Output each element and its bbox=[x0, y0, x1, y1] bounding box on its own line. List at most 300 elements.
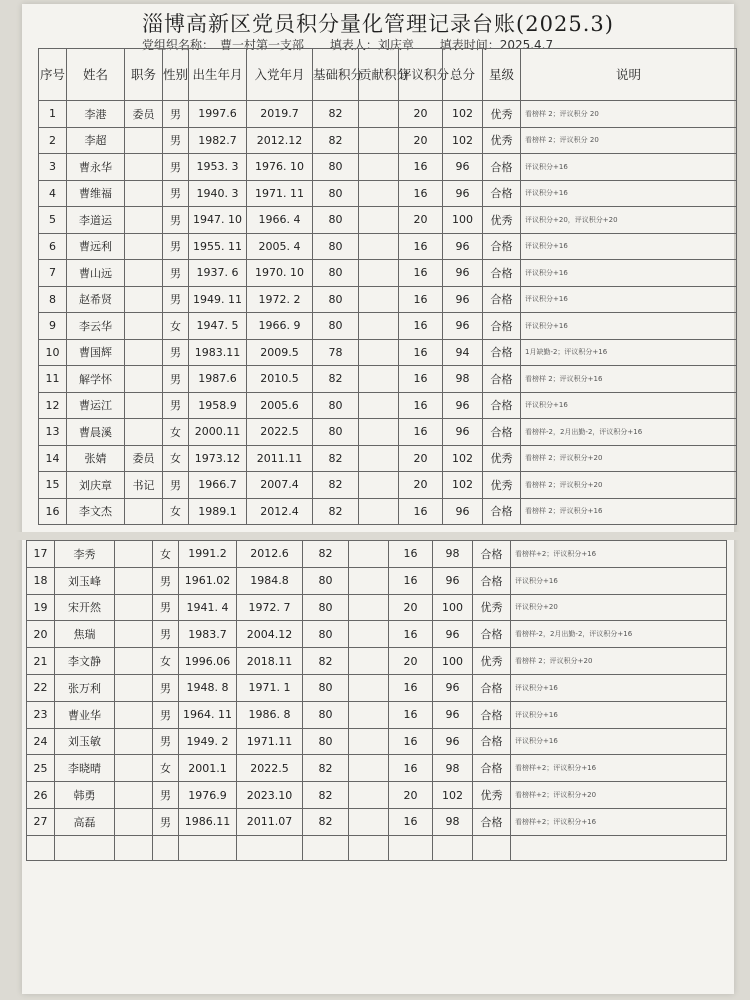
cell-name: 李云华 bbox=[67, 313, 125, 340]
cell-join: 2022.5 bbox=[237, 755, 303, 782]
table-row bbox=[39, 101, 737, 128]
blank-cell bbox=[237, 835, 303, 860]
cell-birth: 1983.7 bbox=[179, 621, 237, 648]
cell-join: 1971. 1 bbox=[237, 674, 303, 701]
cell-base: 80 bbox=[313, 207, 359, 234]
cell-total: 98 bbox=[433, 808, 473, 835]
table-row bbox=[39, 472, 737, 499]
cell-review: 16 bbox=[399, 154, 443, 181]
cell-no: 2 bbox=[39, 127, 67, 154]
cell-star: 优秀 bbox=[483, 445, 521, 472]
cell-name: 高磊 bbox=[55, 808, 115, 835]
cell-note: 评议积分+16 bbox=[521, 154, 737, 181]
cell-no: 19 bbox=[27, 594, 55, 621]
cell-total: 98 bbox=[433, 755, 473, 782]
ledger-table-top bbox=[38, 48, 737, 525]
table-row bbox=[27, 674, 727, 701]
cell-contrib bbox=[349, 728, 389, 755]
cell-role bbox=[125, 498, 163, 525]
cell-review: 16 bbox=[399, 260, 443, 287]
cell-star: 合格 bbox=[483, 392, 521, 419]
cell-total: 96 bbox=[443, 180, 483, 207]
cell-star: 合格 bbox=[473, 541, 511, 568]
header-join: 入党年月 bbox=[247, 49, 313, 101]
cell-review: 16 bbox=[389, 567, 433, 594]
cell-total: 96 bbox=[433, 621, 473, 648]
cell-no: 9 bbox=[39, 313, 67, 340]
cell-name: 刘玉敏 bbox=[55, 728, 115, 755]
cell-join: 1970. 10 bbox=[247, 260, 313, 287]
cell-no: 23 bbox=[27, 701, 55, 728]
cell-sex: 男 bbox=[163, 101, 189, 128]
cell-role bbox=[125, 180, 163, 207]
cell-birth: 1966.7 bbox=[189, 472, 247, 499]
cell-role bbox=[115, 782, 153, 809]
cell-total: 102 bbox=[443, 472, 483, 499]
cell-contrib bbox=[359, 339, 399, 366]
cell-role bbox=[125, 313, 163, 340]
cell-review: 16 bbox=[389, 728, 433, 755]
cell-sex: 男 bbox=[163, 233, 189, 260]
cell-birth: 1937. 6 bbox=[189, 260, 247, 287]
table-row bbox=[27, 648, 727, 675]
cell-star: 合格 bbox=[483, 154, 521, 181]
cell-join: 1986. 8 bbox=[237, 701, 303, 728]
cell-base: 78 bbox=[313, 339, 359, 366]
cell-star: 合格 bbox=[473, 728, 511, 755]
cell-star: 优秀 bbox=[483, 472, 521, 499]
cell-join: 1966. 9 bbox=[247, 313, 313, 340]
cell-no: 20 bbox=[27, 621, 55, 648]
cell-base: 80 bbox=[313, 419, 359, 446]
cell-note: 评议积分+16 bbox=[521, 233, 737, 260]
cell-note: 看榜样 2；评议积分+20 bbox=[521, 472, 737, 499]
table-row bbox=[39, 419, 737, 446]
cell-base: 80 bbox=[303, 594, 349, 621]
cell-review: 16 bbox=[389, 701, 433, 728]
cell-total: 96 bbox=[443, 498, 483, 525]
cell-review: 16 bbox=[399, 392, 443, 419]
cell-sex: 男 bbox=[163, 260, 189, 287]
cell-name: 赵希贤 bbox=[67, 286, 125, 313]
cell-total: 100 bbox=[443, 207, 483, 234]
cell-name: 张万利 bbox=[55, 674, 115, 701]
blank-cell bbox=[349, 835, 389, 860]
cell-no: 22 bbox=[27, 674, 55, 701]
cell-contrib bbox=[349, 541, 389, 568]
cell-base: 82 bbox=[313, 445, 359, 472]
cell-contrib bbox=[359, 286, 399, 313]
cell-role bbox=[115, 701, 153, 728]
cell-contrib bbox=[359, 207, 399, 234]
cell-star: 合格 bbox=[483, 260, 521, 287]
cell-star: 优秀 bbox=[483, 127, 521, 154]
cell-total: 96 bbox=[443, 154, 483, 181]
header-birth: 出生年月 bbox=[189, 49, 247, 101]
cell-total: 96 bbox=[443, 419, 483, 446]
blank-cell bbox=[27, 835, 55, 860]
table-row bbox=[39, 286, 737, 313]
blank-cell bbox=[433, 835, 473, 860]
cell-review: 20 bbox=[399, 472, 443, 499]
table-row bbox=[27, 808, 727, 835]
cell-star: 合格 bbox=[473, 755, 511, 782]
cell-no: 1 bbox=[39, 101, 67, 128]
cell-note: 看榜样 2；评议积分+20 bbox=[521, 445, 737, 472]
cell-note: 1月缺勤-2；评议积分+16 bbox=[521, 339, 737, 366]
cell-sex: 男 bbox=[153, 782, 179, 809]
cell-base: 80 bbox=[313, 260, 359, 287]
cell-star: 合格 bbox=[473, 701, 511, 728]
cell-join: 2007.4 bbox=[247, 472, 313, 499]
cell-total: 102 bbox=[433, 782, 473, 809]
cell-name: 解学怀 bbox=[67, 366, 125, 393]
cell-note: 评议积分+16 bbox=[521, 392, 737, 419]
cell-contrib bbox=[349, 755, 389, 782]
cell-birth: 1953. 3 bbox=[189, 154, 247, 181]
cell-name: 曹业华 bbox=[55, 701, 115, 728]
cell-note: 看榜样 2；评议积分+16 bbox=[521, 366, 737, 393]
cell-note: 看榜样 2；评议积分+20 bbox=[511, 648, 727, 675]
table-body-bottom bbox=[27, 541, 727, 861]
cell-base: 82 bbox=[313, 498, 359, 525]
cell-birth: 1976.9 bbox=[179, 782, 237, 809]
cell-sex: 女 bbox=[153, 541, 179, 568]
cell-total: 96 bbox=[433, 701, 473, 728]
cell-base: 80 bbox=[303, 567, 349, 594]
cell-role bbox=[115, 755, 153, 782]
blank-cell bbox=[179, 835, 237, 860]
cell-sex: 女 bbox=[153, 648, 179, 675]
table-row bbox=[39, 445, 737, 472]
cell-birth: 1986.11 bbox=[179, 808, 237, 835]
table-row bbox=[27, 701, 727, 728]
cell-no: 26 bbox=[27, 782, 55, 809]
cell-contrib bbox=[349, 701, 389, 728]
cell-name: 焦瑞 bbox=[55, 621, 115, 648]
header-star: 星级 bbox=[483, 49, 521, 101]
cell-base: 80 bbox=[303, 674, 349, 701]
cell-sex: 男 bbox=[153, 674, 179, 701]
cell-role: 委员 bbox=[125, 445, 163, 472]
cell-birth: 1973.12 bbox=[189, 445, 247, 472]
cell-review: 16 bbox=[389, 541, 433, 568]
header-no: 序号 bbox=[39, 49, 67, 101]
cell-base: 80 bbox=[313, 313, 359, 340]
cell-note: 评议积分+16 bbox=[511, 701, 727, 728]
cell-role: 委员 bbox=[125, 101, 163, 128]
cell-star: 合格 bbox=[483, 419, 521, 446]
cell-total: 96 bbox=[433, 674, 473, 701]
cell-star: 优秀 bbox=[473, 648, 511, 675]
cell-birth: 1982.7 bbox=[189, 127, 247, 154]
ledger-table-bottom bbox=[26, 540, 727, 861]
cell-note: 看榜样-2，2月出勤-2，评议积分+16 bbox=[511, 621, 727, 648]
cell-name: 韩勇 bbox=[55, 782, 115, 809]
cell-sex: 女 bbox=[163, 419, 189, 446]
cell-review: 16 bbox=[399, 286, 443, 313]
cell-total: 96 bbox=[443, 313, 483, 340]
cell-note: 看榜样+2；评议积分+20 bbox=[511, 782, 727, 809]
cell-total: 96 bbox=[443, 286, 483, 313]
cell-join: 1976. 10 bbox=[247, 154, 313, 181]
cell-role bbox=[115, 728, 153, 755]
cell-name: 刘玉峰 bbox=[55, 567, 115, 594]
table-row bbox=[39, 127, 737, 154]
cell-base: 82 bbox=[303, 808, 349, 835]
cell-join: 2004.12 bbox=[237, 621, 303, 648]
cell-contrib bbox=[359, 472, 399, 499]
cell-review: 16 bbox=[399, 419, 443, 446]
cell-sex: 男 bbox=[163, 127, 189, 154]
blank-cell bbox=[55, 835, 115, 860]
cell-base: 82 bbox=[303, 648, 349, 675]
cell-no: 10 bbox=[39, 339, 67, 366]
cell-role bbox=[115, 594, 153, 621]
cell-name: 李晓晴 bbox=[55, 755, 115, 782]
cell-sex: 男 bbox=[153, 728, 179, 755]
cell-note: 评议积分+16 bbox=[511, 728, 727, 755]
cell-join: 2019.7 bbox=[247, 101, 313, 128]
table-row bbox=[39, 339, 737, 366]
cell-name: 曹晨溪 bbox=[67, 419, 125, 446]
table-row bbox=[27, 728, 727, 755]
table-row bbox=[27, 782, 727, 809]
cell-birth: 1949. 2 bbox=[179, 728, 237, 755]
cell-birth: 1958.9 bbox=[189, 392, 247, 419]
cell-review: 16 bbox=[399, 339, 443, 366]
cell-base: 80 bbox=[303, 701, 349, 728]
cell-join: 2012.6 bbox=[237, 541, 303, 568]
cell-name: 曹国辉 bbox=[67, 339, 125, 366]
cell-no: 4 bbox=[39, 180, 67, 207]
cell-base: 80 bbox=[303, 728, 349, 755]
cell-join: 1971. 11 bbox=[247, 180, 313, 207]
cell-note: 评议积分+20 bbox=[511, 594, 727, 621]
cell-contrib bbox=[359, 445, 399, 472]
cell-name: 李港 bbox=[67, 101, 125, 128]
cell-name: 李秀 bbox=[55, 541, 115, 568]
cell-no: 27 bbox=[27, 808, 55, 835]
cell-total: 96 bbox=[443, 233, 483, 260]
blank-cell bbox=[389, 835, 433, 860]
cell-review: 20 bbox=[399, 445, 443, 472]
cell-join: 1972. 2 bbox=[247, 286, 313, 313]
cell-note: 看榜样+2；评议积分+16 bbox=[511, 808, 727, 835]
cell-join: 1972. 7 bbox=[237, 594, 303, 621]
cell-note: 评议积分+16 bbox=[511, 674, 727, 701]
cell-sex: 女 bbox=[153, 755, 179, 782]
cell-review: 16 bbox=[399, 233, 443, 260]
cell-total: 102 bbox=[443, 445, 483, 472]
cell-birth: 1955. 11 bbox=[189, 233, 247, 260]
cell-birth: 1961.02 bbox=[179, 567, 237, 594]
cell-no: 3 bbox=[39, 154, 67, 181]
cell-contrib bbox=[359, 392, 399, 419]
cell-role bbox=[125, 392, 163, 419]
cell-sex: 男 bbox=[163, 392, 189, 419]
cell-base: 82 bbox=[313, 127, 359, 154]
header-total: 总分 bbox=[443, 49, 483, 101]
cell-join: 1966. 4 bbox=[247, 207, 313, 234]
cell-no: 25 bbox=[27, 755, 55, 782]
cell-base: 80 bbox=[313, 392, 359, 419]
header-base: 基础积分 bbox=[313, 49, 359, 101]
cell-birth: 1987.6 bbox=[189, 366, 247, 393]
cell-contrib bbox=[349, 594, 389, 621]
cell-name: 曹山远 bbox=[67, 260, 125, 287]
cell-star: 合格 bbox=[483, 366, 521, 393]
cell-join: 2012.4 bbox=[247, 498, 313, 525]
cell-join: 2005.6 bbox=[247, 392, 313, 419]
cell-birth: 1996.06 bbox=[179, 648, 237, 675]
table-row bbox=[39, 392, 737, 419]
table-row bbox=[39, 180, 737, 207]
cell-sex: 女 bbox=[163, 313, 189, 340]
blank-cell bbox=[511, 835, 727, 860]
cell-birth: 2000.11 bbox=[189, 419, 247, 446]
cell-note: 评议积分+16 bbox=[521, 313, 737, 340]
cell-contrib bbox=[359, 101, 399, 128]
cell-birth: 1948. 8 bbox=[179, 674, 237, 701]
cell-total: 102 bbox=[443, 127, 483, 154]
cell-star: 合格 bbox=[483, 313, 521, 340]
cell-base: 82 bbox=[313, 366, 359, 393]
cell-birth: 1940. 3 bbox=[189, 180, 247, 207]
table-row bbox=[39, 260, 737, 287]
cell-base: 82 bbox=[303, 782, 349, 809]
cell-star: 优秀 bbox=[473, 782, 511, 809]
table-row bbox=[27, 594, 727, 621]
table-row bbox=[27, 541, 727, 568]
cell-name: 曹运江 bbox=[67, 392, 125, 419]
cell-total: 100 bbox=[433, 648, 473, 675]
table-body-top bbox=[39, 101, 737, 525]
page-gap bbox=[0, 532, 750, 540]
cell-review: 16 bbox=[399, 366, 443, 393]
cell-review: 16 bbox=[389, 674, 433, 701]
table-row bbox=[39, 366, 737, 393]
cell-no: 7 bbox=[39, 260, 67, 287]
cell-sex: 男 bbox=[163, 472, 189, 499]
cell-review: 20 bbox=[399, 127, 443, 154]
cell-review: 20 bbox=[399, 101, 443, 128]
table-row bbox=[27, 621, 727, 648]
cell-base: 82 bbox=[303, 755, 349, 782]
cell-role bbox=[125, 207, 163, 234]
cell-birth: 1941. 4 bbox=[179, 594, 237, 621]
cell-role bbox=[125, 260, 163, 287]
header-contrib: 贡献积分 bbox=[359, 49, 399, 101]
cell-total: 94 bbox=[443, 339, 483, 366]
cell-sex: 男 bbox=[163, 286, 189, 313]
cell-review: 16 bbox=[399, 180, 443, 207]
cell-base: 80 bbox=[313, 233, 359, 260]
cell-note: 看榜样 2；评议积分 20 bbox=[521, 127, 737, 154]
cell-role bbox=[115, 621, 153, 648]
cell-sex: 男 bbox=[163, 366, 189, 393]
cell-name: 刘庆章 bbox=[67, 472, 125, 499]
cell-no: 8 bbox=[39, 286, 67, 313]
cell-join: 2005. 4 bbox=[247, 233, 313, 260]
cell-note: 看榜样 2；评议积分 20 bbox=[521, 101, 737, 128]
cell-star: 优秀 bbox=[483, 207, 521, 234]
cell-base: 80 bbox=[313, 286, 359, 313]
cell-name: 李道运 bbox=[67, 207, 125, 234]
cell-sex: 男 bbox=[163, 339, 189, 366]
header-role: 职务 bbox=[125, 49, 163, 101]
cell-contrib bbox=[359, 419, 399, 446]
cell-contrib bbox=[359, 233, 399, 260]
cell-contrib bbox=[359, 260, 399, 287]
cell-birth: 1991.2 bbox=[179, 541, 237, 568]
cell-sex: 男 bbox=[153, 567, 179, 594]
cell-note: 看榜样 2；评议积分+16 bbox=[521, 498, 737, 525]
cell-sex: 男 bbox=[153, 594, 179, 621]
cell-note: 评议积分+20，评议积分+20 bbox=[521, 207, 737, 234]
cell-note: 评议积分+16 bbox=[511, 567, 727, 594]
cell-role bbox=[125, 286, 163, 313]
fill-date: 填表时间：2025.4.7 bbox=[439, 38, 554, 52]
cell-role bbox=[125, 233, 163, 260]
cell-review: 20 bbox=[389, 782, 433, 809]
cell-birth: 1949. 11 bbox=[189, 286, 247, 313]
cell-note: 看榜样-2，2月出勤-2，评议积分+16 bbox=[521, 419, 737, 446]
cell-review: 16 bbox=[389, 755, 433, 782]
cell-no: 11 bbox=[39, 366, 67, 393]
cell-role bbox=[115, 567, 153, 594]
cell-review: 16 bbox=[399, 313, 443, 340]
cell-base: 80 bbox=[313, 180, 359, 207]
cell-birth: 1947. 10 bbox=[189, 207, 247, 234]
cell-no: 14 bbox=[39, 445, 67, 472]
cell-role bbox=[125, 366, 163, 393]
cell-role: 书记 bbox=[125, 472, 163, 499]
cell-contrib bbox=[359, 127, 399, 154]
blank-cell bbox=[153, 835, 179, 860]
cell-name: 宋开然 bbox=[55, 594, 115, 621]
cell-contrib bbox=[359, 498, 399, 525]
cell-review: 16 bbox=[399, 498, 443, 525]
cell-review: 20 bbox=[399, 207, 443, 234]
cell-note: 看榜样+2；评议积分+16 bbox=[511, 755, 727, 782]
cell-base: 82 bbox=[313, 101, 359, 128]
page-title: 淄博高新区党员积分量化管理记录台账(2025.3) bbox=[142, 12, 614, 36]
cell-note: 评议积分+16 bbox=[521, 180, 737, 207]
cell-contrib bbox=[359, 366, 399, 393]
table-row bbox=[27, 755, 727, 782]
cell-base: 82 bbox=[313, 472, 359, 499]
filler-name: 填表人：刘庆章 bbox=[329, 38, 414, 52]
cell-birth: 1964. 11 bbox=[179, 701, 237, 728]
cell-star: 合格 bbox=[483, 286, 521, 313]
cell-contrib bbox=[359, 180, 399, 207]
cell-no: 24 bbox=[27, 728, 55, 755]
cell-base: 80 bbox=[313, 154, 359, 181]
blank-cell bbox=[115, 835, 153, 860]
cell-total: 96 bbox=[443, 260, 483, 287]
cell-join: 2018.11 bbox=[237, 648, 303, 675]
cell-total: 98 bbox=[433, 541, 473, 568]
cell-no: 6 bbox=[39, 233, 67, 260]
cell-contrib bbox=[349, 808, 389, 835]
cell-contrib bbox=[349, 674, 389, 701]
cell-star: 合格 bbox=[483, 180, 521, 207]
cell-no: 15 bbox=[39, 472, 67, 499]
cell-no: 5 bbox=[39, 207, 67, 234]
cell-note: 看榜样+2；评议积分+16 bbox=[511, 541, 727, 568]
cell-name: 曹维福 bbox=[67, 180, 125, 207]
